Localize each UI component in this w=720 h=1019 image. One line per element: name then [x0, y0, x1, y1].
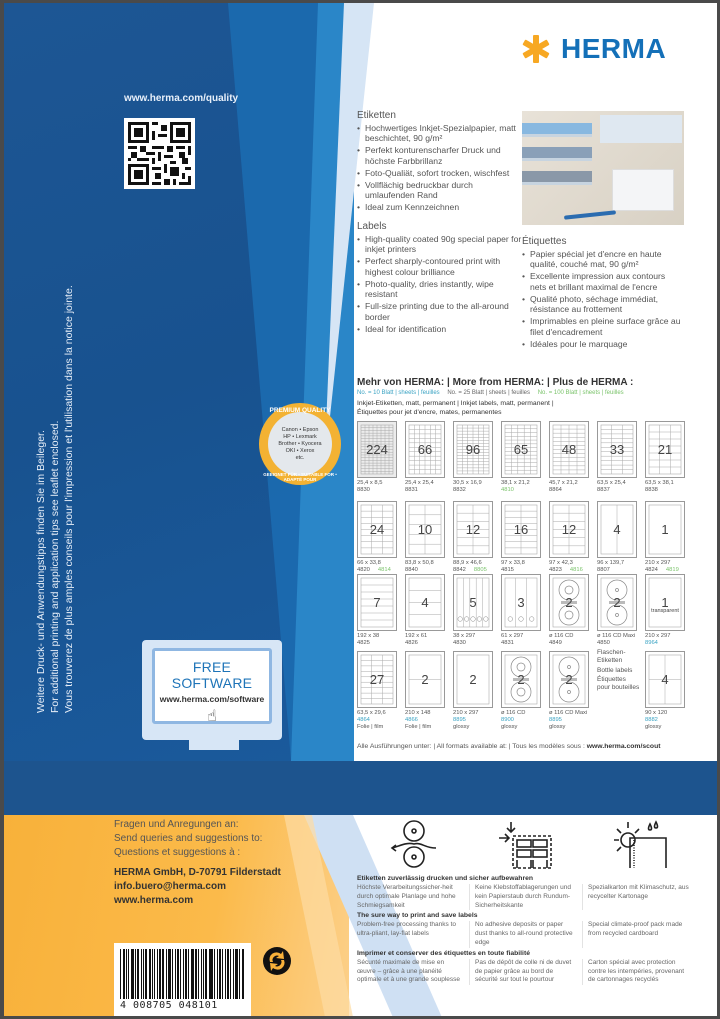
label-count: 65	[513, 442, 529, 457]
product-caption	[645, 633, 685, 647]
label-sheet-diagram	[357, 501, 397, 558]
product-caption	[453, 633, 493, 647]
feature-bullet: • Hochwertiges Inkjet-Spezialpapier, matt beschichtet, 90 g/m²	[357, 123, 522, 144]
product-code: 4825	[357, 640, 370, 646]
product-code: 8830	[357, 487, 370, 493]
label-size: 96 x 139,7	[597, 560, 625, 566]
free-software-panel[interactable]	[152, 648, 272, 724]
label-size: 25,4 x 8,5	[357, 480, 383, 486]
label-sheet-diagram	[405, 501, 445, 558]
label-sheet-diagram	[549, 651, 589, 708]
contact-website[interactable]: www.herma.com	[114, 895, 194, 906]
feature-icons	[357, 818, 697, 873]
more-title: Mehr von HERMA: | More from HERMA: | Plus de HERMA :	[357, 377, 634, 388]
product-caption	[549, 633, 589, 647]
label-sheet-diagram	[453, 421, 493, 478]
herma-logo	[521, 33, 666, 65]
contact-line: Questions et suggestions à :	[114, 847, 241, 858]
feature-text: No adhesive deposits or paper dust thanks to all-round protective edge	[470, 921, 583, 947]
product-tile	[405, 651, 445, 731]
label-sheet-diagram	[405, 421, 445, 478]
label-count: 10	[417, 522, 433, 537]
product-tile	[453, 501, 493, 574]
label-size: 38 x 297	[453, 633, 476, 639]
description-title: Labels	[357, 221, 387, 232]
bottle-labels-note	[597, 649, 657, 692]
product-tile	[405, 501, 445, 574]
label-size: 30,5 x 16,9	[453, 480, 482, 486]
product-tile	[549, 651, 589, 731]
label-size: 192 x 61	[405, 633, 428, 639]
label-count: 66	[417, 442, 433, 457]
label-size: 63,5 x 38,1	[645, 480, 674, 486]
label-sheet-diagram	[405, 651, 445, 708]
product-caption	[405, 560, 445, 574]
label-count: 24	[369, 522, 385, 537]
label-count: 3	[517, 595, 525, 610]
label-count: 2	[565, 595, 573, 610]
label-sheet-diagram	[645, 501, 685, 558]
label-size: 38,1 x 21,2	[501, 480, 530, 486]
label-count: 27	[369, 672, 385, 687]
product-tile	[357, 574, 397, 647]
hand-pointer-icon: ☝	[207, 708, 217, 725]
product-code: 8964	[645, 640, 658, 646]
feature-heading: Imprimer et conserver des étiquettes en toute fiabilité	[357, 949, 530, 957]
label-sheet-diagram	[453, 574, 493, 631]
product-code-alt: 4819	[665, 567, 679, 573]
product-material: Folie | film	[357, 724, 384, 730]
label-size: 63,5 x 29,6	[357, 710, 386, 716]
product-tile	[357, 421, 397, 494]
label-sheet-diagram	[645, 574, 685, 631]
product-code: 4831	[501, 640, 514, 646]
label-count: 12	[465, 522, 481, 537]
label-size: 63,5 x 25,4	[597, 480, 626, 486]
quality-url[interactable]: www.herma.com/quality	[124, 93, 239, 104]
product-tile	[549, 501, 589, 574]
product-material: glossy	[453, 724, 470, 730]
contact-block	[114, 818, 281, 908]
badge-line: etc.	[295, 454, 305, 461]
protective-edge-icon	[497, 818, 557, 870]
product-tile	[549, 574, 589, 647]
badge-printer-list	[268, 412, 332, 476]
product-tile	[453, 574, 493, 647]
product-tile	[645, 501, 685, 574]
photo-tray	[522, 171, 592, 185]
label-size: 25,4 x 25,4	[405, 480, 434, 486]
qr-code-icon	[128, 122, 191, 185]
product-caption	[405, 710, 445, 731]
legend-25-sheets: No. = 25 Blatt | sheets | feuilles	[447, 390, 531, 396]
label-count: 2	[565, 672, 573, 687]
product-caption	[645, 560, 685, 574]
category-line: Étiquettes pour jet d'encre, mates, permanentes	[357, 409, 502, 416]
label-count: 4	[613, 522, 621, 537]
label-sheet-diagram	[453, 501, 493, 558]
label-size: 83,8 x 50,8	[405, 560, 434, 566]
climate-pack-icon	[610, 818, 670, 870]
product-tile	[453, 421, 493, 494]
feature-heading: The sure way to print and save labels	[357, 912, 478, 920]
product-code: 8840	[405, 567, 418, 573]
product-code: 4815	[501, 567, 514, 573]
description-de	[357, 110, 522, 213]
feature-heading: Etiketten zuverlässig drucken und sicher aufbewahren	[357, 875, 534, 882]
label-sheet-diagram	[597, 501, 637, 558]
label-sheet-diagram	[501, 574, 541, 631]
product-code-alt: 8805	[473, 567, 487, 573]
feature-bullet: • Foto-Qualiät, sofort trocken, wischfest	[357, 168, 522, 179]
feature-bullet: • High-quality coated 90g special paper for inkjet printers	[357, 234, 522, 255]
feature-row	[357, 884, 697, 910]
photo-laptop	[600, 115, 682, 143]
feature-row	[357, 959, 697, 985]
badge-title: PREMIUM QUALITY	[269, 407, 331, 414]
bottle-label-line: Flaschen-	[597, 649, 626, 656]
label-size: 210 x 297	[453, 710, 479, 716]
feature-text: Pas de dépôt de colle ni de duvet de papier grâce au bord de sécurité sur tout le pourtour	[470, 959, 583, 985]
feature-bullet: • Qualité photo, séchage immédiat, résistance au frottement	[522, 294, 682, 315]
label-sheet-diagram	[501, 651, 541, 708]
product-material: glossy	[549, 724, 566, 730]
product-code: 4849	[549, 640, 562, 646]
label-count: 16	[513, 522, 529, 537]
product-tile	[453, 651, 493, 731]
scout-footer	[357, 743, 661, 750]
feature-bullet: • Photo-quality, dries instantly, wipe resistant	[357, 279, 522, 300]
badge-suitable-for: GEEIGNET FÜR • SUITABLE FOR • ADAPTÉ POUR	[263, 472, 337, 482]
product-caption	[597, 633, 637, 647]
product-code: 4824	[645, 567, 658, 573]
product-tile	[357, 651, 397, 731]
roller-icon	[384, 818, 444, 870]
product-tile	[645, 574, 685, 647]
product-code: 4820	[357, 567, 370, 573]
product-code-alt: 4814	[377, 567, 391, 573]
label-sheet-diagram	[549, 421, 589, 478]
brand-name: HERMA	[561, 33, 667, 64]
product-photo	[522, 111, 684, 225]
product-tile	[405, 574, 445, 647]
label-count: 21	[657, 442, 673, 457]
feature-row	[357, 921, 697, 947]
product-material: glossy	[645, 724, 662, 730]
contact-line: Send queries and suggestions to:	[114, 833, 263, 844]
product-tile	[597, 501, 637, 574]
feature-bullet: • Idéales pour le marquage	[522, 339, 682, 350]
label-sheet-diagram	[549, 501, 589, 558]
label-count: 33	[609, 442, 625, 457]
label-size: ø 116 CD	[549, 633, 574, 639]
product-code: 4866	[405, 717, 418, 723]
bottle-label-line: Etiketten	[597, 657, 623, 664]
label-count: 48	[561, 442, 577, 457]
label-size: 45,7 x 21,2	[549, 480, 578, 486]
legend-100-sheets: No. = 100 Blatt | sheets | feuilles	[537, 390, 624, 396]
label-count: 4	[661, 672, 669, 687]
product-code: 4826	[405, 640, 418, 646]
label-size: 192 x 38	[357, 633, 380, 639]
product-caption	[645, 480, 685, 494]
feature-bullet: • Full-size printing due to the all-around border	[357, 301, 522, 322]
feature-bullet: • Excellente impression aux contours nets et brillant maximal de l'encre	[522, 271, 682, 292]
product-tile	[501, 421, 541, 494]
product-tile	[597, 421, 637, 494]
barcode-number: 4 008705 048101	[120, 1000, 218, 1011]
label-count: 1	[661, 522, 669, 537]
product-code: 8831	[405, 487, 418, 493]
product-code: 4810	[501, 487, 514, 493]
product-code: 8864	[549, 487, 562, 493]
product-code: 8895	[453, 717, 466, 723]
description-title: Etiketten	[357, 110, 396, 121]
product-code: 4864	[357, 717, 370, 723]
feature-bullet: • Vollflächig bedruckbar durch umlaufenden Rand	[357, 180, 522, 201]
product-caption	[453, 710, 493, 731]
photo-tray	[522, 147, 592, 161]
product-code: 8900	[501, 717, 514, 723]
badge-line: Canon • Epson	[281, 426, 319, 433]
features-block	[357, 818, 697, 985]
bottle-label-line: Étiquettes	[597, 676, 626, 683]
product-caption	[453, 480, 493, 494]
product-code: 8807	[597, 567, 610, 573]
description-fr	[522, 236, 682, 349]
premium-quality-badge	[259, 403, 341, 485]
feature-sections	[357, 875, 697, 985]
label-count: 1	[661, 595, 669, 610]
label-sheet-diagram	[597, 421, 637, 478]
company-address: HERMA GmbH, D-70791 Filderstadt	[114, 867, 281, 878]
product-code: 8838	[645, 487, 658, 493]
blue-band	[4, 761, 720, 815]
product-tile	[597, 574, 637, 647]
feature-bullet: • Papier spécial jet d'encre en haute qualité, couché mat, 90 g/m²	[522, 249, 682, 270]
software-title: FREE SOFTWARE	[171, 659, 253, 691]
legend-10-sheets: No. = 10 Blatt | sheets | feuilles	[357, 390, 440, 396]
label-size: 210 x 297	[645, 560, 671, 566]
product-material: glossy	[501, 724, 518, 730]
product-material: Folie | film	[405, 724, 432, 730]
product-code: 4850	[597, 640, 610, 646]
sheet-count-legend	[357, 390, 717, 396]
green-dot-recycling-icon	[262, 946, 292, 976]
label-sheet-diagram	[357, 421, 397, 478]
feature-text: Spezialkarton mit Klimaschutz, aus recycelter Kartonage	[588, 884, 689, 900]
label-sheet-diagram	[597, 574, 637, 631]
label-sheet-diagram	[645, 421, 685, 478]
asterisk-star-icon	[521, 34, 551, 64]
feature-text: Carton spécial avec protection contre les intempéries, provenant de cartonnages recyclés	[588, 958, 685, 984]
product-caption	[405, 480, 445, 494]
product-caption	[597, 560, 637, 574]
label-sheet-diagram	[549, 574, 589, 631]
bottle-label-line: Bottle labels	[597, 667, 633, 674]
label-sheet-diagram	[357, 651, 397, 708]
label-count: 12	[561, 522, 577, 537]
product-tile	[501, 574, 541, 647]
label-size: ø 116 CD Maxi	[597, 633, 636, 639]
product-code: 4830	[453, 640, 466, 646]
barcode	[114, 943, 251, 1019]
label-count: 96	[465, 442, 481, 457]
contact-email[interactable]: info.buero@herma.com	[114, 881, 226, 892]
label-size: 66 x 33,8	[357, 560, 381, 566]
usage-tip-fr: Vous trouverez de plus amples conseils pour l'impression et l'utilisation dans la notice jointe.	[63, 285, 75, 713]
feature-bullet: • Ideal zum Kennzeichnen	[357, 202, 522, 213]
label-sheet-diagram	[501, 421, 541, 478]
product-caption	[645, 710, 685, 731]
label-size: 97 x 33,8	[501, 560, 525, 566]
label-size: 210 x 148	[405, 710, 431, 716]
bottle-label-line: pour bouteilles	[597, 684, 640, 691]
more-from-herma	[357, 377, 717, 417]
feature-text: Problem-free processing thanks to ultra-pliant, lay-flat labels	[357, 921, 470, 947]
feature-text: Special climate-proof pack made from recycled cardboard	[588, 921, 683, 938]
label-count: 7	[373, 595, 381, 610]
label-count: 2	[613, 595, 621, 610]
label-sheet-diagram	[453, 651, 493, 708]
product-tile	[501, 501, 541, 574]
product-tile	[645, 421, 685, 494]
feature-text: Keine Klebstoffablagerungen und kein Papierstaub durch Rundum-Sicherheitskante	[470, 884, 583, 910]
scout-url[interactable]: www.herma.com/scout	[586, 743, 661, 750]
product-code: 8895	[549, 717, 562, 723]
product-caption	[549, 480, 589, 494]
product-caption	[501, 560, 541, 574]
category-line: Inkjet-Etiketten, matt, permanent | Inkjet labels, matt, permanent |	[357, 400, 554, 407]
scout-text: Alle Ausführungen unter: | All formats available at: | Tous les modèles sous :	[357, 743, 585, 750]
badge-line: OKI • Xerox	[285, 447, 315, 454]
photo-tray	[522, 123, 592, 137]
label-count: 2	[469, 672, 477, 687]
product-tile	[549, 421, 589, 494]
product-code-alt: 4816	[569, 567, 583, 573]
product-caption	[501, 633, 541, 647]
usage-tip-de: Weitere Druck- und Anwendungstipps finden Sie im Beileger.	[35, 430, 47, 713]
product-code: 4823	[549, 567, 562, 573]
product-tile	[405, 421, 445, 494]
feature-bullet: • Imprimables en pleine surface grâce au filet d'encadrement	[522, 316, 682, 337]
label-count: 2	[517, 672, 525, 687]
product-tile	[501, 651, 541, 731]
photo-envelope	[612, 169, 674, 211]
feature-text: Höchste Verarbeitungssicher-heit durch optimale Planlage und hohe Schmiegsamkeit	[357, 884, 470, 910]
product-caption	[501, 480, 541, 494]
product-code: 8882	[645, 717, 658, 723]
product-caption	[357, 710, 397, 731]
label-sheet-diagram	[405, 574, 445, 631]
product-caption	[357, 560, 397, 574]
label-size: 210 x 297	[645, 633, 671, 639]
label-size: ø 116 CD	[501, 710, 526, 716]
product-caption	[549, 710, 589, 731]
label-material: transparent	[651, 608, 679, 614]
label-count: 224	[366, 442, 388, 457]
product-caption	[357, 633, 397, 647]
monitor-stand	[189, 740, 239, 750]
product-caption	[357, 480, 397, 494]
badge-line: Brother • Kyocera	[278, 440, 322, 447]
usage-tips-note	[34, 285, 76, 713]
product-code: 8837	[597, 487, 610, 493]
usage-tip-en: For additional printing and application tips see leaflet enclosed.	[49, 420, 61, 713]
software-url[interactable]: www.herma.com/software	[159, 694, 265, 704]
product-caption	[549, 560, 589, 574]
feature-bullet: • Perfect sharply-contoured print with highest colour brilliance	[357, 256, 522, 277]
product-caption	[501, 710, 541, 731]
category-label	[357, 399, 717, 417]
label-size: 97 x 42,3	[549, 560, 573, 566]
badge-line: HP • Lexmark	[283, 433, 317, 440]
feature-bullet: • Ideal for identification	[357, 324, 522, 335]
product-caption	[405, 633, 445, 647]
label-count: 2	[421, 672, 429, 687]
label-size: ø 116 CD Maxi	[549, 710, 588, 716]
label-sheet-diagram	[501, 501, 541, 558]
label-size: 88,9 x 46,6	[453, 560, 482, 566]
photo-pen	[564, 210, 616, 219]
contact-line: Fragen und Anregungen an:	[114, 819, 239, 830]
label-sheet-diagram	[357, 574, 397, 631]
product-tile	[357, 501, 397, 574]
product-caption	[597, 480, 637, 494]
description-en	[357, 221, 522, 334]
product-caption	[453, 560, 493, 574]
qr-code[interactable]	[124, 118, 195, 189]
barcode-bars	[120, 949, 245, 999]
product-code: 8832	[453, 487, 466, 493]
label-count: 4	[421, 595, 429, 610]
label-count: 5	[469, 595, 477, 610]
label-size: 90 x 120	[645, 710, 668, 716]
description-title: Étiquettes	[522, 236, 567, 247]
feature-text: Sécunté maximale de mise en œuvre – grâce à une planéité optimale et à une grande souplesse	[357, 959, 470, 985]
label-size: 61 x 297	[501, 633, 524, 639]
feature-bullet: • Perfekt konturenscharfer Druck und höchste Farbbrillanz	[357, 145, 522, 166]
product-code: 8842	[453, 567, 466, 573]
